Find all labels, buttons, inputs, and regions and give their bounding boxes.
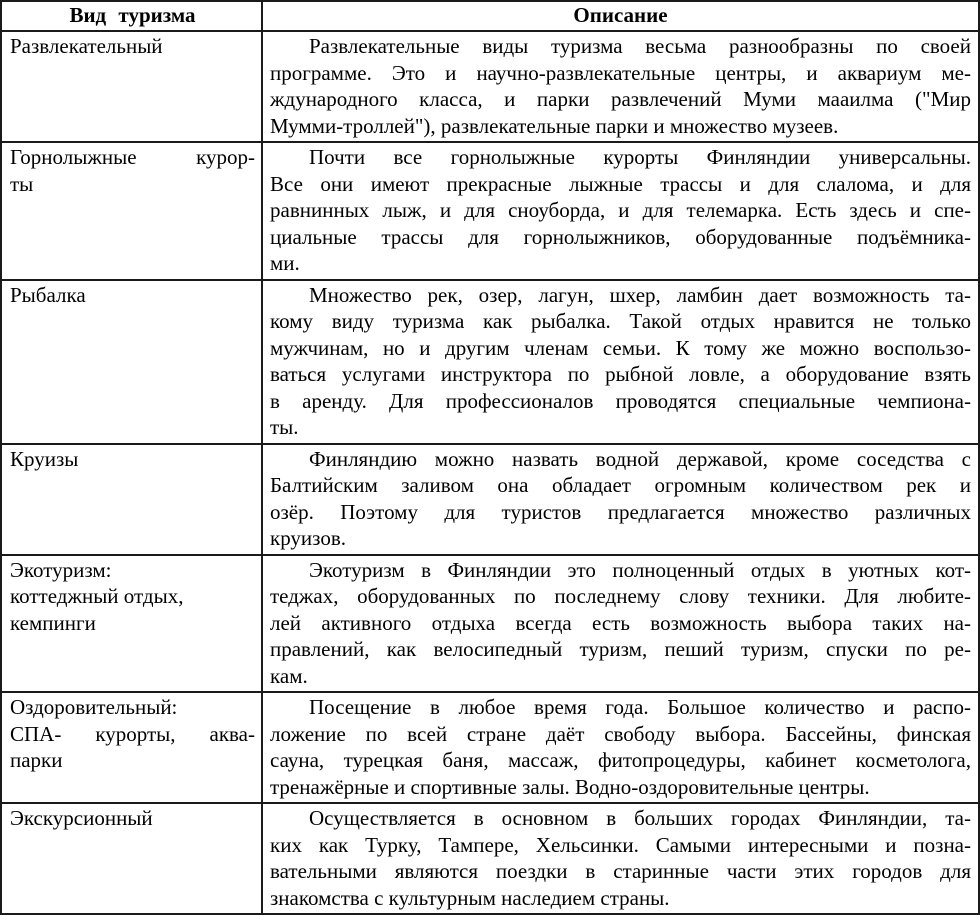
description-line: равнинных лыж, и для сноуборда, и для телемарка. Есть здесь и спе- [270, 198, 971, 222]
description-line: кому виду туризма как рыбалка. Такой отдых нравится не только [270, 309, 971, 333]
description-line: Финляндию можно назвать водной державой, кроме соседства с [309, 446, 971, 471]
description-line: Посещение в любое время года. Большое количество и распо- [309, 695, 971, 719]
table-row [2, 279, 978, 443]
description-line: сауна, турецкая баня, массаж, фитопроцедуры, кабинет косметолога, [270, 748, 971, 772]
tourism-type-cell [2, 143, 263, 279]
table-row [2, 141, 978, 279]
tourism-type-line: Горнолыжные курор- [10, 145, 255, 169]
description-line: теджах, оборудованных по последнему слову техники. Для любите- [270, 584, 971, 608]
tourism-type-line: кемпинги [10, 610, 96, 635]
description-line: лей активного отдыха всегда есть возможность выбора таких на- [270, 610, 971, 635]
description-line: в аренду. Для профессионалов проводятся специальные чемпиона- [270, 388, 971, 413]
tourism-type-line: Рыбалка [10, 282, 86, 307]
tourism-type-line: Экскурсионный [10, 806, 153, 830]
description-line: Экотуризм в Финляндии это полноценный отдых в уютных кот- [309, 557, 971, 582]
tourism-type-line: СПА- курорты, аква- [10, 721, 255, 746]
tourism-type-line: Круизы [10, 446, 79, 471]
description-line: ложение по всей стране даёт свободу выбора. Бассейны, финская [270, 721, 971, 746]
description-cell [263, 281, 978, 443]
description-line: Почти все горнолыжные курорты Финляндии универсальны. [309, 145, 971, 169]
description-line: правлений, как велосипедный туризм, пеший туризм, спуски по ре- [270, 637, 971, 661]
tourism-type-line: коттеджный отдых, [10, 584, 184, 608]
tourism-type-cell [2, 804, 263, 913]
description-cell [263, 143, 978, 279]
description-line: ких как Турку, Тампере, Хельсинки. Самыми интересными и позна- [270, 832, 971, 857]
tourism-type-cell [2, 445, 263, 554]
tourism-type-cell [2, 281, 263, 443]
description-cell [263, 556, 978, 692]
tourism-type-line: Развлекательный [10, 34, 163, 58]
table-row [2, 802, 978, 913]
header-cell-description [263, 2, 978, 30]
header-cell-tourism-type [2, 2, 263, 30]
tourism-type-line: парки [10, 748, 63, 772]
description-line: циальные трассы для горнолыжников, оборудованные подъёмника- [270, 224, 971, 249]
table-row [2, 691, 978, 802]
table-row [2, 443, 978, 554]
description-line: круизов. [270, 526, 347, 550]
tourism-type-line: ты [10, 171, 34, 196]
description-line: программе. Это и научно-развлекательные центры, и аквариум ме- [270, 60, 971, 85]
description-line: знакомства с культурным наследием страны. [270, 885, 670, 910]
description-line: ми. [270, 251, 300, 275]
description-line: озёр. Поэтому для туристов предлагается множество различных [270, 499, 971, 524]
tourism-type-cell [2, 556, 263, 692]
table-row [2, 30, 978, 141]
description-line: Осуществляется в основном в больших городах Финляндии, та- [309, 806, 971, 830]
description-line: кам. [270, 663, 308, 688]
table-header-row [2, 2, 978, 30]
tourism-type-cell [2, 32, 263, 141]
header-label-tourism-type: Вид туризма [69, 3, 196, 27]
description-line: Множество рек, озер, лагун, шхер, ламбин дает возможность та- [309, 282, 971, 307]
description-cell [263, 32, 978, 141]
table-row [2, 554, 978, 692]
description-line: ждународного класса, и парки развлечений Муми мааилма ("Мир [270, 87, 971, 111]
tourism-type-line: Оздоровительный: [10, 695, 178, 719]
description-line: тренажёрные и спортивные залы. Водно-оздоровительные центры. [270, 774, 870, 799]
header-label-description: Описание [573, 3, 668, 27]
description-cell [263, 693, 978, 802]
description-line: Мумми-троллей"), развлекательные парки и множество музеев. [270, 113, 839, 138]
description-line: Все они имеют прекрасные лыжные трассы и для слалома, и для [270, 171, 971, 196]
description-cell [263, 804, 978, 913]
description-line: Развлекательные виды туризма весьма разнообразны по своей [309, 34, 971, 58]
description-line: мужчинам, но и другим членам семьи. К тому же можно воспользо- [270, 335, 971, 360]
tourism-type-line: Экотуризм: [10, 557, 112, 582]
description-line: вательными являются поездки в старинные части этих городов для [270, 859, 971, 883]
description-cell [263, 445, 978, 554]
description-line: ваться услугами инструктора по рыбной ловле, а оборудование взять [270, 362, 971, 386]
tourism-type-cell [2, 693, 263, 802]
description-line: Балтийским заливом она обладает огромным количеством рек и [270, 473, 971, 497]
description-line: ты. [270, 415, 299, 439]
table-body [2, 30, 978, 913]
